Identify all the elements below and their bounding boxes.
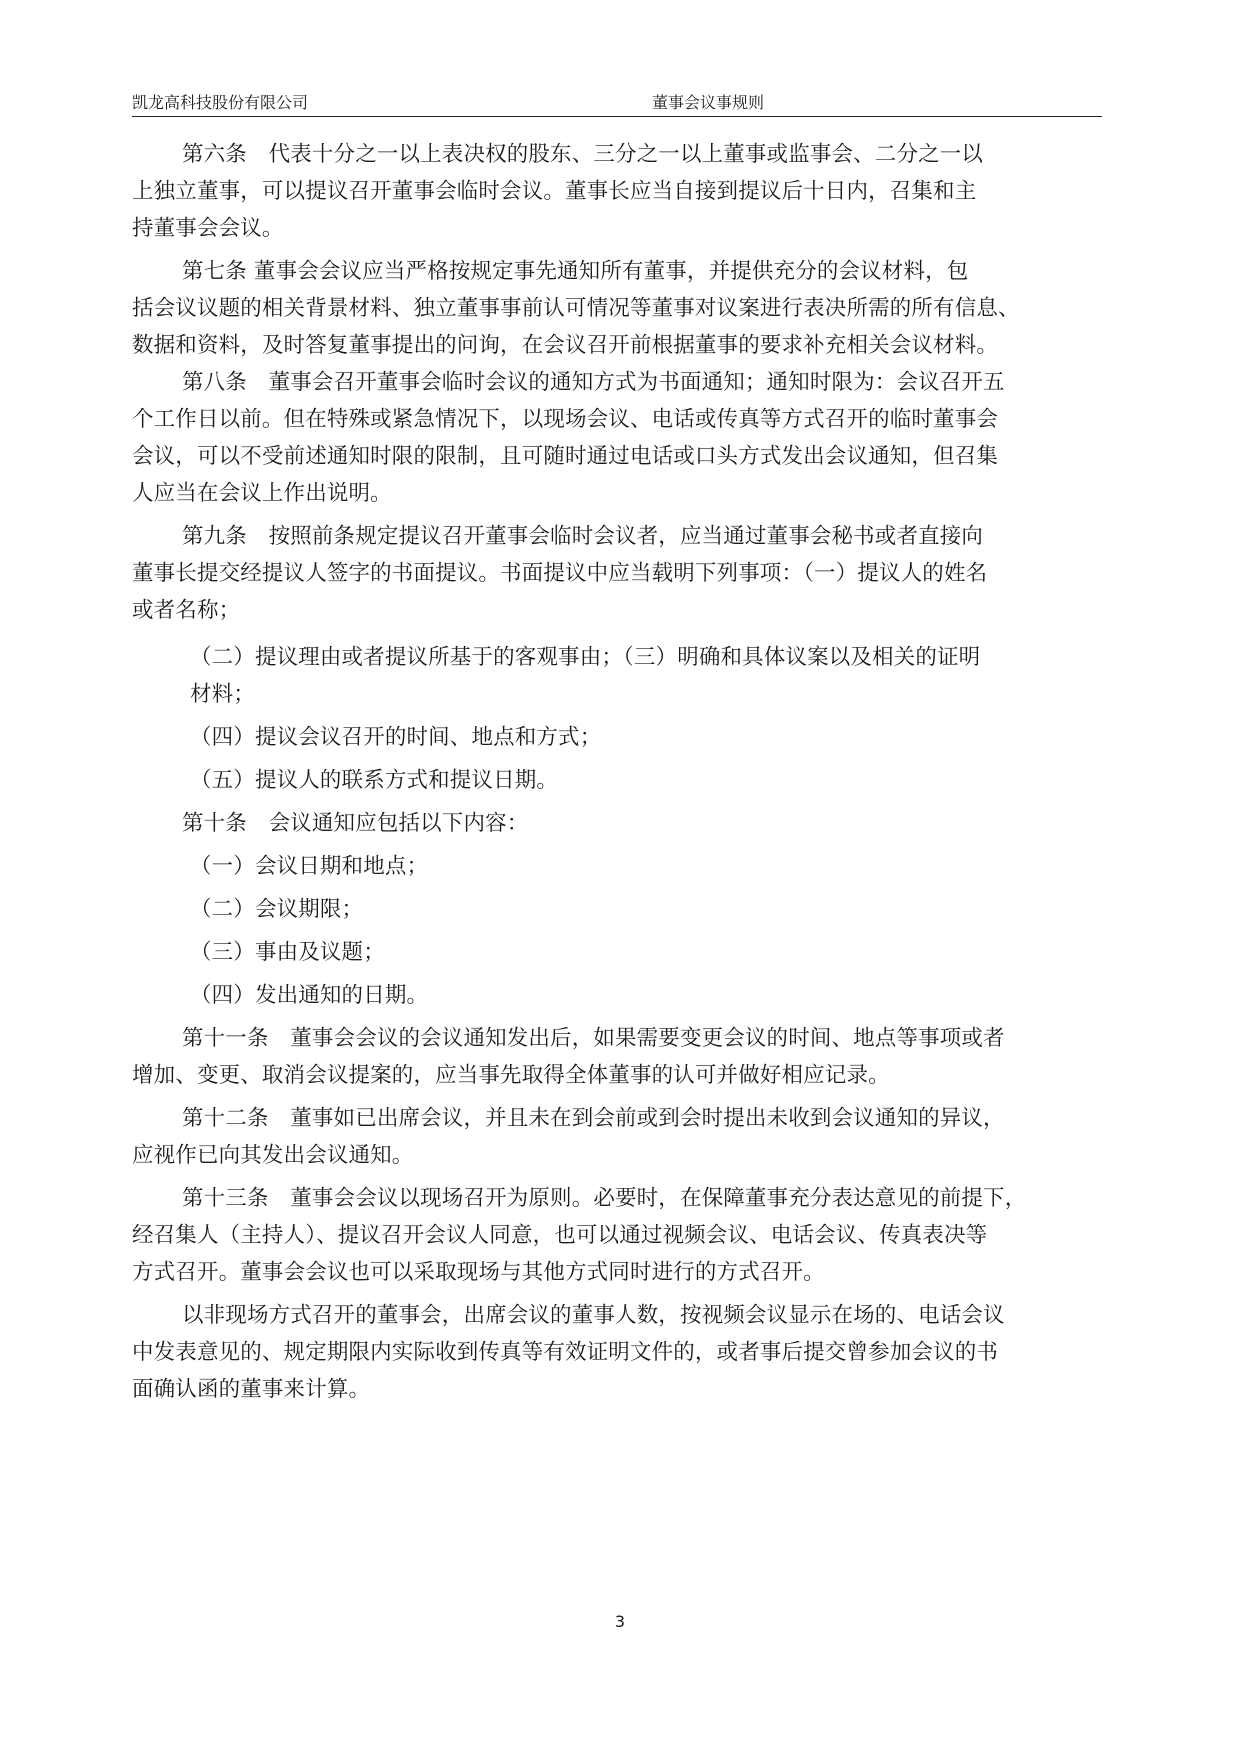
article-9-item-2-3: （二）提议理由或者提议所基于的客观事由；（三）明确和具体议案以及相关的证明	[190, 645, 981, 670]
article-11-line-1: 第十一条 董事会会议的会议通知发出后，如果需要变更会议的时间、地点等事项或者	[182, 1026, 1005, 1051]
article-7-line-1: 第七条 董事会会议应当严格按规定事先通知所有董事，并提供充分的会议材料，包	[182, 259, 969, 284]
article-13-para-2-line-2: 中发表意见的、规定期限内实际收到传真等有效证明文件的，或者事后提交曾参加会议的书	[132, 1340, 999, 1365]
article-9-line-3: 或者名称；	[132, 598, 241, 623]
article-9-item-4: （四）提议会议召开的时间、地点和方式；	[190, 725, 602, 750]
article-10-item-1: （一）会议日期和地点；	[190, 854, 429, 879]
article-13-para-2-line-3: 面确认函的董事来计算。	[132, 1377, 371, 1402]
header-document-title: 董事会议事规则	[652, 93, 765, 112]
article-10-item-2: （二）会议期限；	[190, 897, 364, 922]
document-body	[132, 136, 1127, 1408]
article-6-line-2: 上独立董事，可以提议召开董事会临时会议。董事长应当自接到提议后十日内，召集和主	[132, 179, 977, 204]
article-10-heading: 第十条 会议通知应包括以下内容：	[182, 811, 529, 836]
article-8-line-1: 第八条 董事会召开董事会临时会议的通知方式为书面通知；通知时限为：会议召开五	[182, 370, 1005, 395]
article-7-line-3: 数据和资料，及时答复董事提出的问询，在会议召开前根据董事的要求补充相关会议材料。	[132, 333, 999, 358]
article-7-line-2: 括会议议题的相关背景材料、独立董事事前认可情况等董事对议案进行表决所需的所有信息、	[132, 296, 1020, 321]
header-company-name: 凯龙高科技股份有限公司	[132, 93, 309, 112]
article-9-line-1: 第九条 按照前条规定提议召开董事会临时会议者，应当通过董事会秘书或者直接向	[182, 524, 984, 549]
article-11-line-2: 增加、变更、取消会议提案的，应当事先取得全体董事的认可并做好相应记录。	[132, 1063, 890, 1088]
article-12-line-1: 第十二条 董事如已出席会议，并且未在到会前或到会时提出未收到会议通知的异议，	[182, 1106, 1005, 1131]
article-6-line-1: 第六条 代表十分之一以上表决权的股东、三分之一以上董事或监事会、二分之一以	[182, 142, 984, 167]
article-9-line-2: 董事长提交经提议人签字的书面提议。书面提议中应当载明下列事项：（一）提议人的姓名	[132, 561, 988, 586]
article-9-item-2-3-cont: 材料；	[190, 682, 255, 707]
article-6-line-3: 持董事会会议。	[132, 216, 284, 241]
article-9-item-5: （五）提议人的联系方式和提议日期。	[190, 768, 559, 793]
article-12-line-2: 应视作已向其发出会议通知。	[132, 1143, 414, 1168]
article-8-line-3: 会议，可以不受前述通知时限的限制，且可随时通过电话或口头方式发出会议通知，但召集	[132, 444, 999, 469]
article-8-line-2: 个工作日以前。但在特殊或紧急情况下，以现场会议、电话或传真等方式召开的临时董事会	[132, 407, 999, 432]
article-13-line-3: 方式召开。董事会会议也可以采取现场与其他方式同时进行的方式召开。	[132, 1260, 825, 1285]
page-header	[132, 86, 1102, 117]
article-10-item-3: （三）事由及议题；	[190, 940, 385, 965]
article-13-line-2: 经召集人（主持人）、提议召开会议人同意，也可以通过视频会议、电话会议、传真表决等	[132, 1223, 988, 1248]
article-10-item-4: （四）发出通知的日期。	[190, 983, 429, 1008]
article-13-para-2-line-1: 以非现场方式召开的董事会，出席会议的董事人数，按视频会议显示在场的、电话会议	[182, 1303, 1005, 1328]
page-number: 3	[614, 1612, 626, 1631]
article-13-line-1: 第十三条 董事会会议以现场召开为原则。必要时，在保障董事充分表达意见的前提下，	[182, 1186, 1027, 1211]
article-8-line-4: 人应当在会议上作出说明。	[132, 481, 392, 506]
